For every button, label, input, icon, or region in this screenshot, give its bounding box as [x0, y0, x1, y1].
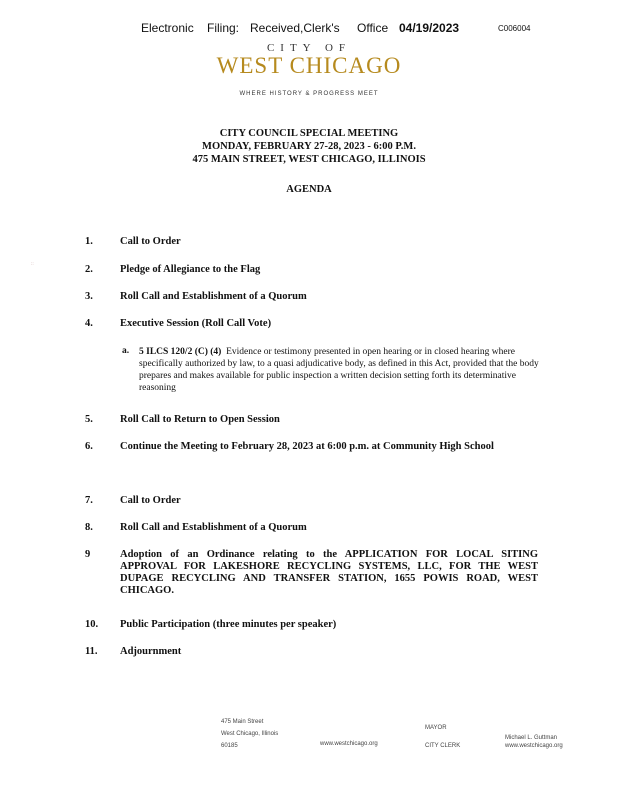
item-text: Call to Order	[120, 495, 181, 506]
subitem-text-block	[139, 346, 539, 394]
stamp-office: Office	[357, 21, 389, 35]
footer-address-line-2: West Chicago, Illinois	[221, 731, 279, 737]
subitem-letter: a.	[122, 346, 130, 356]
electronic-filing-stamp	[0, 21, 618, 37]
item-text: Pledge of Allegiance to the Flag	[120, 264, 261, 275]
item-text: Adjournment	[120, 646, 182, 657]
footer-official-site: www.westchicago.org	[505, 743, 563, 749]
footer-address-line-1: 475 Main Street	[221, 719, 264, 725]
footer-official-name: Michael L. Guttman	[505, 735, 558, 741]
item-number: 3.	[85, 291, 93, 302]
subitem-citation: 5 ILCS 120/2 (C) (4)	[139, 347, 222, 357]
footer-clerk-label: CITY CLERK	[425, 743, 461, 749]
stamp-received: Received,Clerk's	[250, 21, 340, 35]
item-number: 5.	[85, 414, 93, 425]
subitem-description: Evidence or testimony presented in open hearing or in closed hearing where specifically authorized by law, to a quasi adjudicative body, as defined in this Act, provided that the body prepares and makes available for public inspection a written decision setting forth its determinative reasoning	[139, 347, 539, 393]
header-line-3: 475 MAIN STREET, WEST CHICAGO, ILLINOIS	[192, 154, 426, 165]
header-line-2: MONDAY, FEBRUARY 27-28, 2023 - 6:00 P.M.	[202, 141, 416, 152]
stamp-filing: Filing:	[207, 21, 240, 35]
item-number: 9	[85, 549, 91, 560]
logo-city-name: WEST CHICAGO	[216, 53, 402, 78]
header-line-1: CITY COUNCIL SPECIAL MEETING	[219, 128, 399, 139]
stamp-date: 04/19/2023	[399, 21, 460, 35]
item-text: Continue the Meeting to February 28, 2023 at 6:00 p.m. at Community High School	[120, 441, 494, 452]
stamp-electronic: Electronic	[141, 21, 194, 35]
footer-website: www.westchicago.org	[320, 741, 378, 747]
item-text: Executive Session (Roll Call Vote)	[120, 318, 272, 329]
item-text: Adoption of an Ordinance relating to the APPLICATION FOR LOCAL SITING APPROVAL FOR LAKESHORE RECYCLING SYSTEMS, LLC, FOR THE WEST DUPAGE RECYCLING AND TRANSFER STATION, 1655 POWIS ROAD, WEST CHICAGO.	[120, 549, 538, 596]
item-number: 6.	[85, 441, 93, 452]
meeting-header	[0, 127, 618, 166]
item-number: 8.	[85, 522, 93, 533]
footer-address-line-3: 60185	[221, 743, 238, 749]
item-text: Roll Call and Establishment of a Quorum	[120, 291, 307, 302]
footer-mayor-block	[425, 722, 460, 752]
item-number: 2.	[85, 264, 93, 275]
item-number: 11.	[85, 646, 98, 657]
logo-city-of: CITY OF	[266, 42, 352, 54]
logo-tagline: WHERE HISTORY & PROGRESS MEET	[239, 91, 379, 97]
item-number: 1.	[85, 236, 93, 247]
item-number: 7.	[85, 495, 93, 506]
item-text: Public Participation (three minutes per speaker)	[120, 619, 337, 630]
city-logo	[0, 42, 618, 97]
footer-signature-block	[505, 734, 563, 750]
stamp-code: C006004	[498, 24, 531, 33]
item-text: Roll Call and Establishment of a Quorum	[120, 522, 307, 533]
item-text: Roll Call to Return to Open Session	[120, 414, 280, 425]
footer-address	[221, 716, 278, 752]
item-number: 10.	[85, 619, 99, 630]
stray-mark: ::	[31, 262, 34, 267]
item-text: Call to Order	[120, 236, 181, 247]
footer-mayor-label: MAYOR	[425, 725, 447, 731]
agenda-title: AGENDA	[286, 184, 332, 195]
item-number: 4.	[85, 318, 93, 329]
